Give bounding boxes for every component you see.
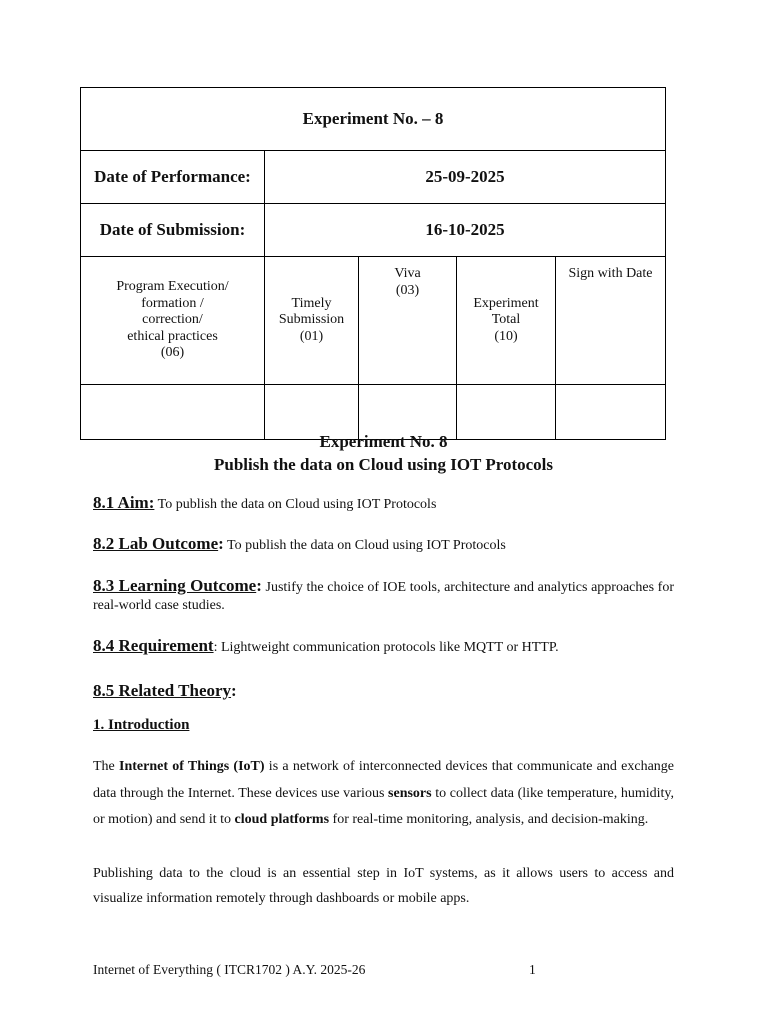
intro-paragraph-1: The Internet of Things (IoT) is a network of interconnected devices that communicate and exchange data through the Internet. These devices use various sensors to collect data (like temperature, humidity, or motion) and send it to cloud platforms for real-time monitoring, analysis, and decision-making. <box>93 759 675 827</box>
date-of-submission-label: Date of Submission: <box>81 204 265 257</box>
date-of-submission-value: 16-10-2025 <box>265 204 666 257</box>
intro-paragraph-2: Publishing data to the cloud is an essential step in IoT systems, as it allows users to access and visualize information remotely through dashboards or mobile apps. <box>93 866 674 906</box>
title-line-1: Experiment No. 8 <box>319 432 448 451</box>
experiment-number-cell: Experiment No. – 8 <box>81 88 666 151</box>
learning-outcome-text: Justify the choice of IOE tools, architecture and analytics approaches for real-world case studies. <box>93 580 674 613</box>
document-title <box>93 430 674 476</box>
sign-with-date-header: Sign with Date <box>556 257 666 385</box>
lab-outcome-text: To publish the data on Cloud using IOT Protocols <box>223 538 506 553</box>
related-theory-title: 8.5 Related Theory <box>93 681 232 700</box>
learning-outcome-colon: : <box>256 576 262 595</box>
timely-submission-header: Timely Submission (01) <box>265 257 359 385</box>
aim-heading: 8.1 Aim: <box>93 493 155 512</box>
footer-page-number: 1 <box>529 962 536 977</box>
learning-outcome-heading: 8.3 Learning Outcome <box>93 576 257 595</box>
requirement-text: : Lightweight communication protocols like MQTT or HTTP. <box>213 640 559 655</box>
assessment-table <box>80 87 666 440</box>
aim-section <box>93 494 674 514</box>
experiment-total-header: Experiment Total (10) <box>457 257 556 385</box>
requirement-section <box>93 637 674 657</box>
title-line-2: Publish the data on Cloud using IOT Protocols <box>214 455 553 474</box>
viva-header: Viva (03) <box>359 257 457 385</box>
lab-outcome-section <box>93 535 674 555</box>
footer-course: Internet of Everything ( ITCR1702 ) A.Y. 2025-26 <box>93 962 366 977</box>
date-of-performance-label: Date of Performance: <box>81 151 265 204</box>
program-execution-header: Program Execution/ formation / correction/ ethical practices (06) <box>81 257 265 385</box>
related-theory-colon: : <box>231 681 237 700</box>
requirement-heading: 8.4 Requirement <box>93 636 214 655</box>
aim-text: To publish the data on Cloud using IOT Protocols <box>154 497 437 512</box>
learning-outcome-section <box>93 577 674 615</box>
date-of-performance-value: 25-09-2025 <box>265 151 666 204</box>
lab-outcome-heading: 8.2 Lab Outcome <box>93 534 219 553</box>
related-theory-heading <box>93 681 674 701</box>
lab-outcome-colon: : <box>218 534 224 553</box>
introduction-heading: 1. Introduction <box>93 717 190 733</box>
